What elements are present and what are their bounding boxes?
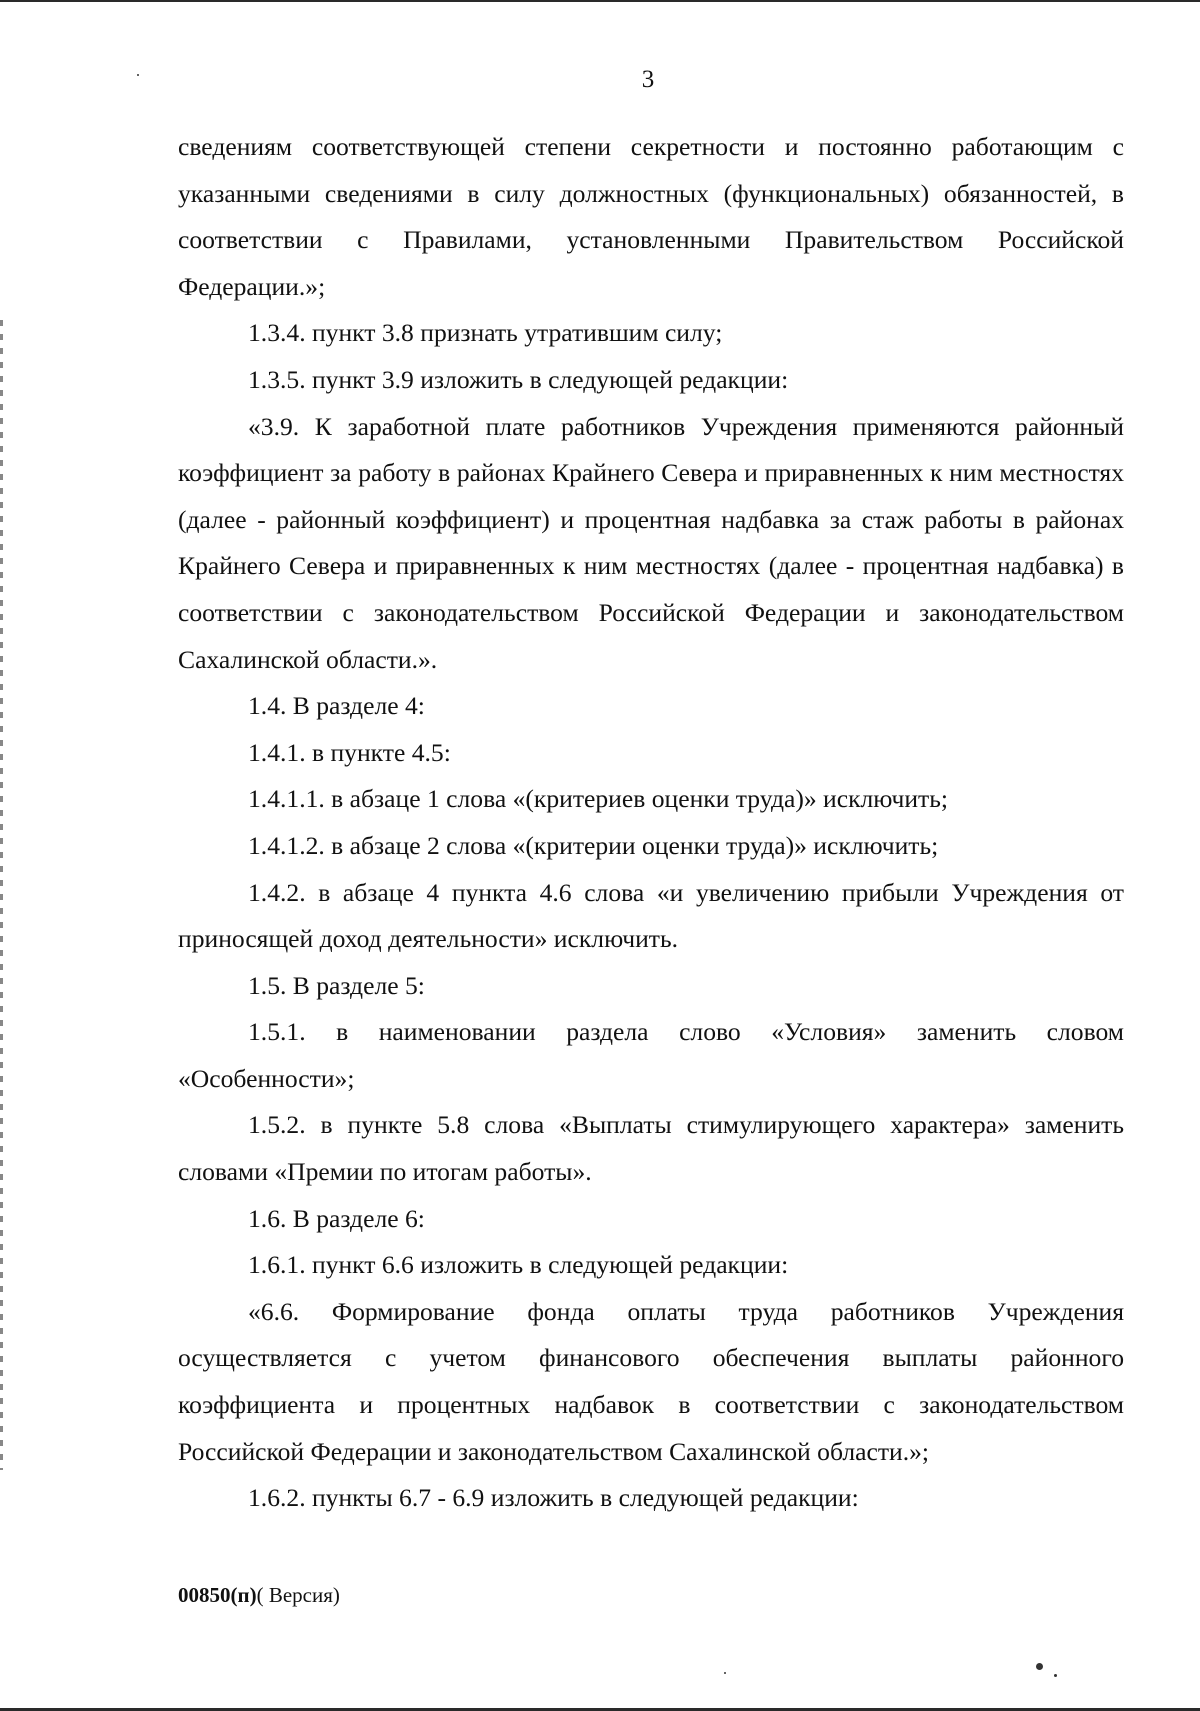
- paragraph: 1.3.4. пункт 3.8 признать утратившим силу;: [248, 318, 723, 348]
- scan-speck: [724, 1672, 726, 1674]
- page-number: 3: [641, 66, 655, 93]
- paragraph: «6.6. Формирование фонда оплаты труда работников Учреждения осуществляется с учетом финансового обеспечения выплаты районного коэффициента и процентных надбавок в соответствии с законодательством Российской Федерации и законодательством Сахалинской области.»;: [178, 1296, 1124, 1466]
- scan-speck: [1054, 1674, 1057, 1677]
- paragraph: 1.6.1. пункт 6.6 изложить в следующей редакции:: [248, 1250, 789, 1280]
- document-body: [178, 124, 1124, 1522]
- scan-speck: [1036, 1663, 1043, 1670]
- paragraph: 1.6. В разделе 6:: [248, 1203, 425, 1233]
- paragraph: сведениям соответствующей степени секретности и постоянно работающим с указанными сведениями в силу должностных (функциональных) обязанностей, в соответствии с Правилами, установленными Правительством Российской Федерации.»;: [178, 132, 1124, 301]
- scan-top-edge: [0, 0, 1200, 2]
- document-code-number: 00850(п): [178, 1583, 257, 1607]
- paragraph: 1.5. В разделе 5:: [248, 970, 425, 1000]
- document-code: [178, 1583, 340, 1608]
- paragraph: 1.4.1.2. в абзаце 2 слова «(критерии оценки труда)» исключить;: [248, 830, 939, 860]
- paragraph: 1.4.1.1. в абзаце 1 слова «(критериев оценки труда)» исключить;: [248, 784, 948, 814]
- paragraph: 1.3.5. пункт 3.9 изложить в следующей редакции:: [248, 364, 789, 394]
- paragraph: 1.4.1. в пункте 4.5:: [248, 737, 451, 767]
- document-code-version: ( Версия): [256, 1583, 340, 1607]
- scan-left-edge: [0, 320, 3, 1470]
- paragraph: 1.6.2. пункты 6.7 - 6.9 изложить в следующей редакции:: [248, 1483, 859, 1513]
- paragraph: 1.5.1. в наименовании раздела слово «Условия» заменить словом «Особенности»;: [178, 1017, 1124, 1093]
- paragraph: 1.4. В разделе 4:: [248, 691, 425, 721]
- scan-speck: [137, 74, 139, 76]
- paragraph: 1.4.2. в абзаце 4 пункта 4.6 слова «и увеличению прибыли Учреждения от приносящей доход деятельности» исключить.: [178, 877, 1124, 954]
- paragraph: «3.9. К заработной плате работников Учреждения применяются районный коэффициент за работу в районах Крайнего Севера и приравненных к ним местностях (далее - районный коэффициент) и процентная надбавка за стаж работы в районах Крайнего Севера и приравненных к ним местностях (далее - процентная надбавка) в соответствии с законодательством Российской Федерации и законодательством Сахалинской области.».: [178, 411, 1124, 674]
- paragraph: 1.5.2. в пункте 5.8 слова «Выплаты стимулирующего характера» заменить словами «Премии по итогам работы».: [178, 1110, 1124, 1187]
